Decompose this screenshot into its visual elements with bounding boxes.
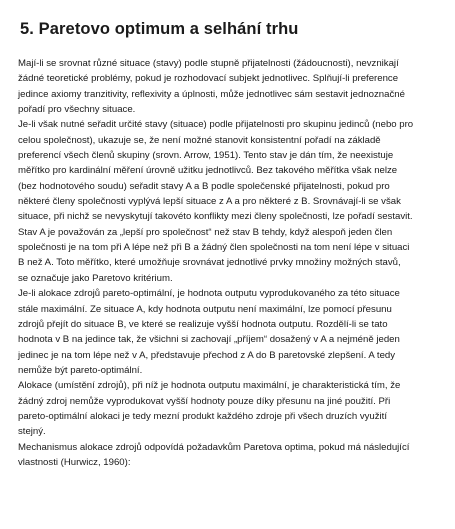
text-line: celou společnost), ukazuje se, že není možné stanovit konsistentní pořadí na základě [18,134,381,146]
text-line: stejný. [18,426,46,438]
section-title: 5. Paretovo optimum a selhání trhu [20,20,299,38]
text-line: B než A. Toto měřítko, které umožňuje srovnávat jednotlivé prvky množiny možných stavů, [18,257,401,269]
text-line: (bez hodnotového soudu) seřadit stavy A a B podle společenské přijatelnosti, pokud pro [18,180,390,192]
text-line: některé členy společnosti vyplývá lepší situace z A a pro některé z B. Srovnávají-li se však [18,196,401,208]
text-line: stále maximální. Ze situace A, kdy hodnota outputu není maximální, lze pomocí přesunu [18,303,392,315]
paragraph-preferences [18,56,448,117]
text-line: žádný zdroj nemůže vyprodukovat vyšší hodnoty pouze díky přesunu na jiné použití. Při [18,395,391,407]
text-line: jedinec je na tom lépe než v A, představuje přechod z A do B paretovské zlepšení. A tedy [18,349,396,361]
text-line: zdrojů přejít do situace B, ve které se realizuje vyšší hodnota outputu. Rozdělí-li se tato [18,318,388,330]
text-line: Je-li však nutné seřadit určité stavy (situace) podle přijatelnosti pro skupinu jedinců (nebo pro [18,119,414,131]
paragraph-pareto-criterion [18,117,448,286]
text-line: Mají-li se srovnat různé situace (stavy) podle stupně přijatelnosti (žádoucnosti), nevznikají [18,58,399,69]
text-line: preferencí všech členů skupiny (srovn. Arrow, 1951). Tento stav je dán tím, že neexistuje [18,150,394,162]
text-line: jedince axiomy tranzitivity, reflexivity a úplnosti, může jednotlivec sám sestavit jednoznačné [18,88,405,100]
text-line: nemůže být pareto-optimální. [18,364,143,376]
text-line: pořadí pro všechny situace. [18,104,136,116]
text-line: hodnota v B na jedince tak, že všichni si zachovají „příjem“ dosažený v A a nejméně jeden [18,334,400,346]
text-line: se označuje jako Paretovo kritérium. [18,272,173,284]
text-line: Mechanismus alokace zdrojů odpovídá požadavkům Paretova optima, pokud má následující [18,441,410,453]
text-line: Je-li alokace zdrojů pareto-optimální, je hodnota outputu vyprodukovaného za této situace [18,288,400,300]
paragraph-marginal-product [18,378,448,439]
text-line: pareto-optimální alokaci je tedy mezní produkt každého zdroje při všech druzích využití [18,410,388,422]
text-line: vlastnosti (Hurwicz, 1960): [18,456,131,468]
paragraph-optimal-allocation [18,286,448,378]
text-line: Alokace (umístění zdrojů), při níž je hodnota outputu maximální, je charakteristická tím, že [18,380,401,392]
text-line: situace, při nichž se nevyskytují takovéto konflikty mezi členy společnosti, lze pořadí sestavit. [18,211,413,223]
text-line: společnosti je na tom při A lépe než při B a žádný člen společnosti na tom není lépe v situaci [18,242,410,254]
paragraph-mechanism [18,440,448,471]
text-line: žádné teoretické problémy, pokud je rozhodovací subjekt jednotlivec. Splňují-li preference [18,73,399,85]
text-line: Stav A je považován za „lepší pro společnost“ než stav B tehdy, když alespoň jeden člen [18,226,393,238]
text-line: měřítko pro kardinální měření úrovně užitku jednotlivců. Bez takového měřítka však nelze [18,165,398,177]
body-text [18,56,448,470]
